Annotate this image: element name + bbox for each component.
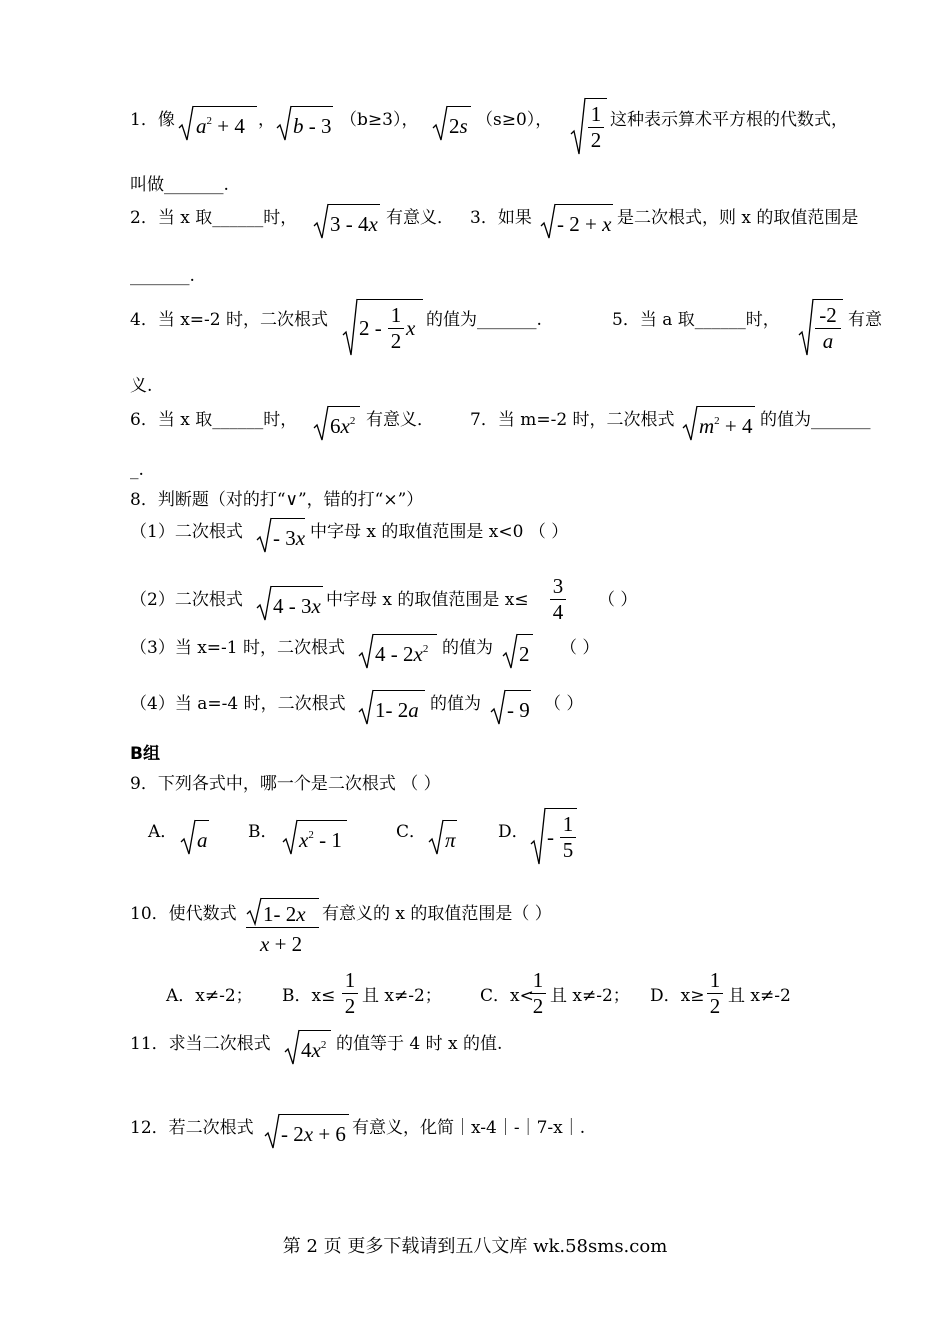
- q11-text-a: 11．求当二次根式: [130, 1034, 271, 1054]
- sqrt-minus-2-plus-x: - 2 + x: [540, 202, 614, 242]
- q10-text-b: 有意义的 x 的取值范围是（ ）: [322, 904, 552, 924]
- q8-title: 8．判断题（对的打“∨”，错的打“×”）: [130, 490, 424, 510]
- q8-item4-a: （4）当 a=-4 时，二次根式: [130, 694, 346, 714]
- q11-text-b: 的值等于 4 时 x 的值.: [336, 1034, 503, 1054]
- q6-text-a: 6．当 x 取______时，: [130, 410, 298, 430]
- q8-item2-a: （2）二次根式: [130, 590, 243, 610]
- sqrt-one-half: 1 2: [570, 96, 608, 158]
- fraction-sqrt-1-minus-2x-over-x-plus-2: 1- 2x x + 2: [246, 896, 320, 958]
- q8-item3-b: 的值为: [442, 638, 493, 658]
- sqrt-minus-2x-plus-6: - 2x + 6: [264, 1112, 350, 1152]
- q5-continuation: 义.: [130, 376, 153, 396]
- q4-text-b: 的值为_______.: [426, 310, 542, 330]
- q3-text-b: 是二次根式，则 x 的取值范围是: [617, 208, 859, 228]
- sqrt-a2-plus-4: $a^2 + 4$: [178, 104, 258, 144]
- sqrt-1-minus-2a: 1- 2a: [358, 688, 426, 728]
- q10-option-c-suffix: 且 x≠-2；: [550, 986, 630, 1006]
- q12-text-b: 有意义，化简｜x-4｜-｜7-x｜.: [352, 1118, 586, 1138]
- q2-text-b: 有意义．: [386, 208, 454, 228]
- sqrt-2-minus-half-x: 2 - 1 2 x: [342, 297, 424, 359]
- sqrt-minus-one-fifth: - 1 5: [530, 806, 578, 868]
- group-b-heading: B组: [130, 744, 160, 764]
- q10-option-a: A．x≠-2；: [166, 986, 253, 1006]
- q1-number: 1．像: [130, 110, 175, 130]
- q1-continuation: 叫做_______.: [130, 175, 229, 195]
- q1-text: 这种表示算术平方根的代数式，: [610, 110, 848, 130]
- sqrt-4-minus-3x: 4 - 3x: [256, 584, 324, 624]
- q8-item3-c: （ ）: [560, 638, 600, 658]
- q5-text-b: 有意: [848, 310, 882, 330]
- sqrt-2: 2: [502, 632, 534, 672]
- sqrt-3-minus-4x: 3 - 4x: [313, 202, 381, 242]
- fraction-half-c: 1 2: [530, 968, 546, 1019]
- q8-item4-b: 的值为: [430, 694, 481, 714]
- q10-text-a: 10．使代数式: [130, 904, 237, 924]
- q7-continuation: _.: [130, 460, 144, 480]
- q7-text-b: 的值为_______: [760, 410, 871, 430]
- q9-option-d-label: D．: [498, 822, 529, 842]
- condition-s: （s≥0），: [476, 110, 553, 130]
- fraction-half-d: 1 2: [707, 968, 723, 1019]
- q10-option-d-suffix: 且 x≠-2: [728, 986, 791, 1006]
- sqrt-4x2: $4x^2$: [284, 1028, 332, 1068]
- sqrt-x2-minus-1: $x^2 - 1$: [282, 818, 348, 858]
- q10-option-b-suffix: 且 x≠-2；: [362, 986, 442, 1006]
- q10-option-b-prefix: B．x≤: [282, 986, 336, 1006]
- q8-item1-a: （1）二次根式: [130, 522, 243, 542]
- sqrt-pi: π: [428, 818, 458, 858]
- page-footer: 第 2 页 更多下载请到五八文库 wk.58sms.com: [282, 1236, 668, 1257]
- sqrt-b-minus-3: b - 3: [276, 104, 334, 144]
- q10-option-c-prefix: C．x<: [480, 986, 534, 1006]
- comma-1: ，: [258, 110, 275, 130]
- sqrt-minus-9: - 9: [490, 688, 532, 728]
- fraction-3-over-4: 3 4: [550, 574, 566, 625]
- sqrt-2s: 2s: [432, 104, 472, 144]
- q8-item2-c: （ ）: [598, 590, 638, 610]
- q12-text-a: 12．若二次根式: [130, 1118, 254, 1138]
- q3-continuation: _______.: [130, 266, 195, 286]
- q6-text-b: 有意义．: [366, 410, 434, 430]
- fraction-half-b: 1 2: [342, 968, 358, 1019]
- q8-item1-b: 中字母 x 的取值范围是 x<0 （ ）: [310, 522, 569, 542]
- q4-text-a: 4．当 x=-2 时，二次根式: [130, 310, 329, 330]
- q7-text-a: 7．当 m=-2 时，二次根式: [470, 410, 675, 430]
- q8-item4-c: （ ）: [544, 694, 584, 714]
- sqrt-4-minus-2x2: $4 - 2x^2$: [358, 632, 438, 672]
- q5-text-a: 5．当 a 取______时，: [612, 310, 780, 330]
- sqrt-a: a: [180, 818, 210, 858]
- condition-b: （b≥3），: [340, 110, 419, 130]
- sqrt-minus-3x: - 3x: [256, 516, 306, 556]
- q10-option-d-prefix: D．x≥: [650, 986, 705, 1006]
- sqrt-m2-plus-4: $m^2 + 4$: [682, 404, 756, 444]
- q9-option-a-label: A．: [148, 822, 178, 842]
- q9-option-c-label: C．: [396, 822, 427, 842]
- q2-text-a: 2．当 x 取______时，: [130, 208, 298, 228]
- q8-item3-a: （3）当 x=-1 时，二次根式: [130, 638, 346, 658]
- q8-item2-b: 中字母 x 的取值范围是 x≤: [326, 590, 529, 610]
- sqrt-6x2: $6x^2$: [313, 404, 361, 444]
- sqrt-minus-2-over-a: -2 a: [798, 297, 844, 359]
- q9-option-b-label: B．: [248, 822, 278, 842]
- q3-text-a: 3．如果: [470, 208, 532, 228]
- q9-title: 9．下列各式中，哪一个是二次根式 （ ）: [130, 774, 441, 794]
